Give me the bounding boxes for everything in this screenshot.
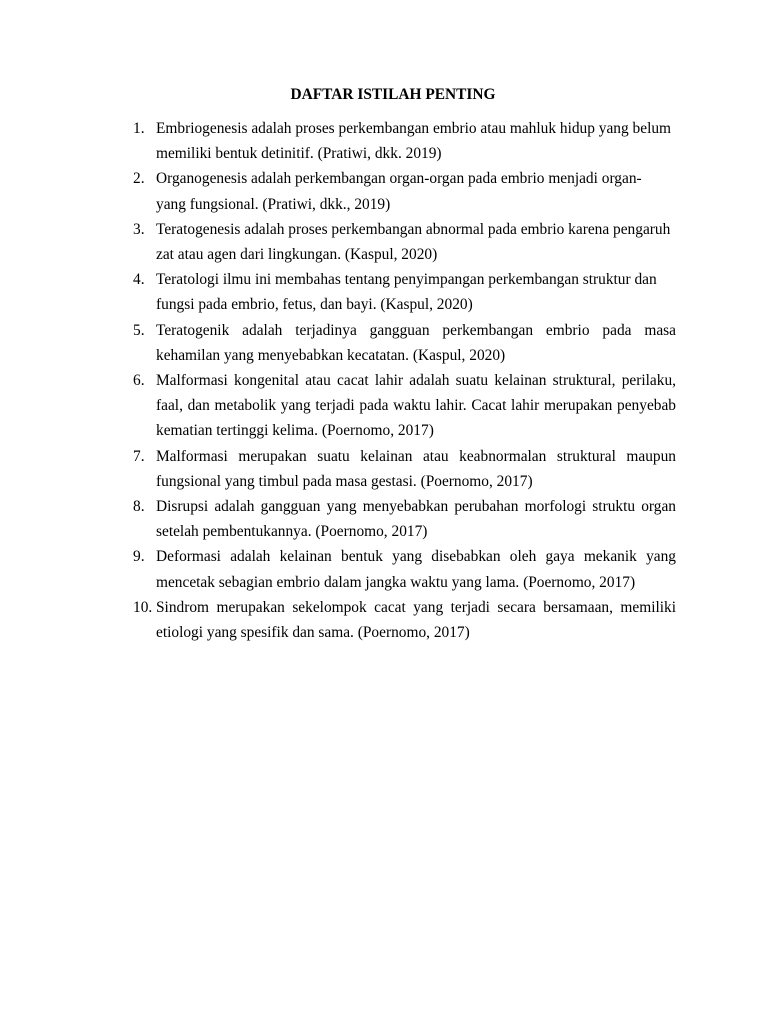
item-number: 4.: [133, 271, 145, 289]
item-text: [156, 318, 676, 368]
term-list: [133, 116, 676, 645]
list-item: [133, 595, 676, 645]
item-text: [156, 444, 676, 494]
item-line: Teratogenik adalah terjadinya gangguan perkembangan embrio pada masa: [156, 321, 676, 339]
item-line: etiologi yang spesifik dan sama. (Poernomo, 2017): [156, 624, 470, 642]
item-number: 1.: [133, 120, 145, 137]
list-item: [133, 267, 676, 317]
item-number: 5.: [133, 321, 145, 339]
item-line: kematian tertinggi kelima. (Poernomo, 2017): [156, 422, 434, 440]
item-line: Teratologi ilmu ini membahas tentang penyimpangan perkembangan struktur dan: [156, 271, 657, 289]
item-line: yang fungsional. (Pratiwi, dkk., 2019): [156, 195, 391, 213]
item-line: Malformasi merupakan suatu kelainan atau keabnormalan struktural maupun: [156, 447, 676, 465]
list-item: [133, 368, 676, 444]
item-line: Disrupsi adalah gangguan yang menyebabkan perubahan morfologi struktu organ: [156, 498, 676, 516]
item-line: fungsional yang timbul pada masa gestasi. (Poernomo, 2017): [156, 472, 533, 490]
item-number: 10.: [133, 598, 153, 616]
item-text: [156, 267, 676, 317]
item-text: [156, 166, 676, 216]
page-title: DAFTAR ISTILAH PENTING: [290, 86, 496, 103]
item-line: kehamilan yang menyebabkan kecatatan. (Kaspul, 2020): [156, 346, 506, 364]
list-item: [133, 116, 676, 166]
item-line: Organogenesis adalah perkembangan organ-organ pada embrio menjadi organ-: [156, 170, 642, 188]
item-line: setelah pembentukannya. (Poernomo, 2017): [156, 523, 428, 541]
item-line: faal, dan metabolik yang terjadi pada waktu lahir. Cacat lahir merupakan penyebab: [156, 397, 676, 415]
item-number: 2.: [133, 170, 145, 188]
list-item: [133, 494, 676, 544]
list-item: [133, 544, 676, 594]
item-number: 3.: [133, 220, 145, 238]
item-line: Sindrom merupakan sekelompok cacat yang terjadi secara bersamaan, memiliki: [156, 598, 676, 616]
item-number: 8.: [133, 498, 145, 516]
item-number: 6.: [133, 372, 145, 390]
item-line: Embriogenesis adalah proses perkembangan embrio atau mahluk hidup yang belum: [156, 120, 672, 137]
item-text: [156, 116, 676, 166]
item-number: 9.: [133, 548, 145, 566]
item-line: memiliki bentuk detinitif. (Pratiwi, dkk. 2019): [156, 145, 442, 163]
item-line: zat atau agen dari lingkungan. (Kaspul, 2020): [156, 246, 438, 264]
item-text: [156, 494, 676, 544]
item-line: Malformasi kongenital atau cacat lahir adalah suatu kelainan struktural, perilaku,: [156, 372, 676, 390]
item-line: mencetak sebagian embrio dalam jangka waktu yang lama. (Poernomo, 2017): [156, 573, 636, 591]
list-item: [133, 444, 676, 494]
item-text: [156, 544, 676, 594]
list-item: [133, 318, 676, 368]
list-item: [133, 217, 676, 267]
item-text: [156, 595, 676, 645]
item-line: fungsi pada embrio, fetus, dan bayi. (Kaspul, 2020): [156, 296, 473, 314]
item-line: Deformasi adalah kelainan bentuk yang disebabkan oleh gaya mekanik yang: [156, 548, 676, 566]
item-text: [156, 368, 676, 444]
item-number: 7.: [133, 447, 145, 465]
item-line: Teratogenesis adalah proses perkembangan abnormal pada embrio karena pengaruh: [156, 220, 671, 238]
list-item: [133, 166, 676, 216]
item-text: [156, 217, 676, 267]
